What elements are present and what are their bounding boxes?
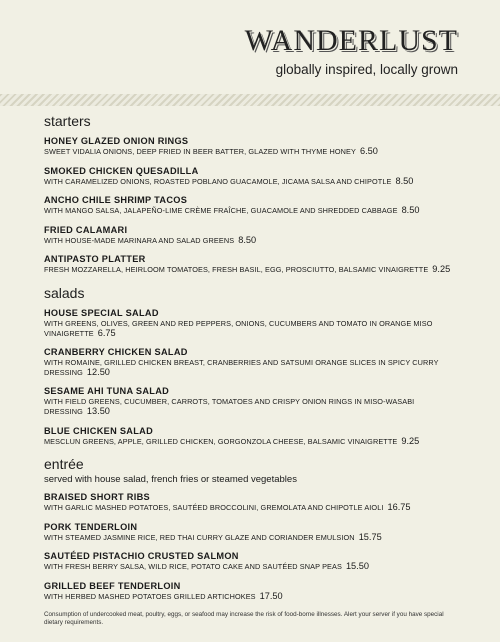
item-price: 8.50 [395, 175, 414, 186]
item-description [44, 206, 464, 216]
item-desc-text: WITH CARAMELIZED ONIONS, ROASTED POBLANO GUACAMOLE, JICAMA SALSA AND CHIPOTLE [44, 176, 392, 186]
item-price: 12.50 [86, 366, 110, 377]
menu-item [44, 386, 464, 416]
item-description [44, 437, 464, 447]
item-name: ANCHO CHILE SHRIMP TACOS [44, 195, 188, 206]
item-price: 9.25 [401, 435, 420, 446]
item-description [44, 562, 464, 572]
item-price: 15.50 [345, 561, 369, 572]
item-name: HOUSE SPECIAL SALAD [44, 307, 159, 318]
item-name: FRIED CALAMARI [44, 224, 128, 235]
item-name: BLUE CHICKEN SALAD [44, 425, 154, 436]
item-desc-text: WITH STEAMED JASMINE RICE, RED THAI CURRY GLAZE AND CORIANDER EMULSION [44, 532, 355, 542]
item-name: CRANBERRY CHICKEN SALAD [44, 347, 188, 358]
item-price: 16.75 [387, 502, 411, 513]
item-name: BRAISED SHORT RIBS [44, 492, 150, 503]
item-desc-text: SWEET VIDALIA ONIONS, DEEP FRIED IN BEER BATTER, GLAZED WITH THYME HONEY [44, 147, 356, 156]
item-price: 15.75 [358, 531, 382, 542]
item-desc-text: WITH HERBED MASHED POTATOES GRILLED ARTICHOKES [44, 591, 256, 601]
section-title: entrée [44, 456, 84, 473]
decorative-stripe-band [0, 94, 500, 106]
menu-item [44, 581, 464, 602]
item-price: 13.50 [86, 405, 110, 416]
section-entree [44, 455, 464, 601]
item-description [44, 503, 464, 513]
item-name: HONEY GLAZED ONION RINGS [44, 136, 189, 146]
item-description [44, 319, 464, 338]
item-desc-text: WITH HOUSE-MADE MARINARA AND SALAD GREENS [44, 235, 235, 245]
item-description [44, 177, 464, 187]
menu-item [44, 492, 464, 513]
section-salads [44, 284, 464, 446]
menu-item [44, 347, 464, 377]
item-desc-text: FRESH MOZZARELLA, HEIRLOOM TOMATOES, FRESH BASIL, EGG, PROSCIUTTO, BALSAMIC VINAIGRETTE [44, 265, 429, 275]
brand-logo: WANDERLUST [244, 24, 458, 57]
food-safety-disclaimer: Consumption of undercooked meat, poultry, eggs, or seafood may increase the risk of food-borne illnesses. Alert your server if you have special dietary requirements. [44, 610, 444, 626]
menu-item [44, 522, 464, 543]
menu-item [44, 166, 464, 187]
item-name: SMOKED CHICKEN QUESADILLA [44, 165, 199, 176]
item-description [44, 147, 464, 157]
item-desc-text: WITH GREENS, OLIVES, GREEN AND RED PEPPERS, ONIONS, CUCUMBERS AND TOMATO IN ORANGE MISO VINAIGRETTE [44, 318, 433, 338]
item-name: SESAME AHI TUNA SALAD [44, 386, 170, 397]
item-description [44, 236, 464, 246]
menu-item [44, 308, 464, 338]
item-description [44, 397, 464, 416]
menu-header [245, 26, 458, 77]
menu-item [44, 254, 464, 275]
menu-item [44, 136, 464, 157]
item-price: 8.50 [401, 205, 420, 216]
item-name: PORK TENDERLOIN [44, 521, 138, 532]
item-price: 6.50 [359, 146, 378, 156]
section-title: salads [44, 284, 85, 301]
tagline: globally inspired, locally grown [275, 62, 458, 77]
item-price: 17.50 [259, 590, 283, 601]
item-name: SAUTÉED PISTACHIO CRUSTED SALMON [44, 551, 239, 562]
section-title: starters [44, 113, 91, 129]
item-price: 6.75 [97, 327, 116, 338]
item-name: ANTIPASTO PLATTER [44, 254, 146, 265]
item-description [44, 265, 464, 275]
menu-item [44, 195, 464, 216]
item-description [44, 358, 464, 377]
section-starters [44, 112, 464, 275]
menu-item [44, 551, 464, 572]
item-desc-text: WITH FRESH BERRY SALSA, WILD RICE, POTATO CAKE AND SAUTÉED SNAP PEAS [44, 562, 342, 572]
item-desc-text: WITH MANGO SALSA, JALAPEÑO-LIME CRÈME FRAÎCHE, GUACAMOLE AND SHREDDED CABBAGE [44, 206, 398, 216]
menu-item [44, 426, 464, 447]
item-price: 9.25 [432, 264, 451, 275]
item-desc-text: WITH GARLIC MASHED POTATOES, SAUTÉED BROCCOLINI, GREMOLATA AND CHIPOTLE AIOLI [44, 503, 384, 513]
section-subtitle: served with house salad, french fries or steamed vegetables [44, 474, 297, 486]
item-desc-text: WITH ROMAINE, GRILLED CHICKEN BREAST, CRANBERRIES AND SATSUMI ORANGE SLICES IN SPICY CURRY DRESSING [44, 358, 439, 377]
item-description [44, 533, 464, 543]
menu-item [44, 225, 464, 246]
item-price: 8.50 [238, 234, 257, 245]
item-description [44, 592, 464, 602]
menu-content [44, 112, 464, 627]
item-desc-text: MESCLUN GREENS, APPLE, GRILLED CHICKEN, GORGONZOLA CHEESE, BALSAMIC VINAIGRETTE [44, 436, 398, 446]
item-desc-text: WITH FIELD GREENS, CUCUMBER, CARROTS, TOMATOES AND CRISPY ONION RINGS IN MISO-WASABI DRESSING [44, 397, 415, 416]
item-name: GRILLED BEEF TENDERLOIN [44, 580, 181, 591]
